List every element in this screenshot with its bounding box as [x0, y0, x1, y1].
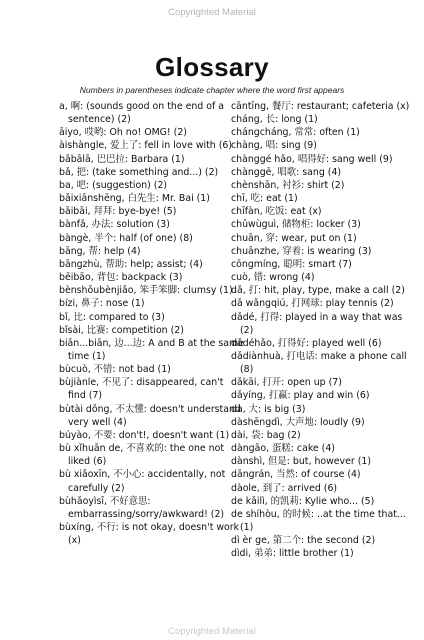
glossary-entry: àishàngle, 爱上了: fell in love with (6) [59, 140, 232, 152]
copyright-watermark-top: Copyrighted Material [168, 7, 256, 18]
glossary-entry: chángcháng, 常常: often (1) [231, 127, 360, 139]
glossary-entry: cuò, 错: wrong (4) [231, 272, 315, 284]
glossary-entry: dì èr ge, 第二个: the second (2) [231, 535, 376, 547]
glossary-entry: bízi, 鼻子: nose (1) [59, 298, 145, 310]
glossary-entry: bǎixiānshēng, 白先生: Mr. Bai (1) [59, 193, 210, 205]
glossary-entry: bù xiǎoxīn, 不小心: accidentally, not carefully (2) [59, 469, 226, 494]
glossary-entry: dàshēngdì, 大声地: loudly (9) [231, 416, 365, 428]
glossary-entry: dàngāo, 蛋糕: cake (4) [231, 443, 335, 455]
glossary-entry: búyào, 不要: don't!, doesn't want (1) [59, 429, 230, 441]
glossary-entry: dǎdiànhuà, 打电话: make a phone call (8) [231, 350, 407, 376]
glossary-entry: bābālā, 巴巴拉: Barbara (1) [59, 153, 185, 165]
glossary-column-right [231, 100, 416, 560]
glossary-entry: de kǎilì, 的凯莉: Kylie who... (5) [231, 495, 375, 507]
glossary-entry: bènshǒubènjiǎo, 笨手笨脚: clumsy (1) [59, 285, 233, 297]
glossary-entry: chàng, 唱: sing (9) [231, 140, 317, 152]
glossary-entry: bùjiànle, 不见了: disappeared, can't find (7) [59, 377, 224, 402]
glossary-entry: dàole, 到了: arrived (6) [231, 482, 338, 494]
glossary-entry: bǐsài, 比赛: competition (2) [59, 324, 184, 336]
glossary-entry: de shíhòu, 的时候: ..at the time that... (1) [231, 508, 406, 533]
glossary-entry: bāibāi, 拜拜: bye-bye! (5) [59, 206, 177, 218]
glossary-entry: chǔwùguì, 储物柜: locker (3) [231, 219, 361, 231]
glossary-entry: dǎ, 打: hit, play, type, make a call (2) [231, 285, 405, 297]
glossary-entry: a, 啊: (sounds good on the end of a sentence) (2) [59, 101, 224, 126]
glossary-entry: dǎ wǎngqiú, 打网球: play tennis (2) [231, 298, 394, 310]
glossary-entry: bànfǎ, 办法: solution (3) [59, 219, 170, 231]
glossary-entry: chànggē, 唱歌: sang (4) [231, 166, 342, 178]
glossary-entry: bùxíng, 不行: is not okay, doesn't work (x) [59, 522, 240, 547]
glossary-entry: dìdi, 弟弟: little brother (1) [231, 548, 354, 560]
glossary-entry: bāng, 帮: help (4) [59, 245, 141, 257]
page-subtitle: Numbers in parentheses indicate chapter where the word first appears [79, 85, 345, 95]
glossary-entry: bàngè, 半个: half (of one) (8) [59, 232, 193, 244]
glossary-entry: dāngrán, 当然: of course (4) [231, 469, 361, 481]
glossary-entry: bùtài dǒng, 不太懂: doesn't understand very well (4) [59, 403, 241, 428]
glossary-entry: chènshān, 衬衫: shirt (2) [231, 179, 345, 191]
glossary-entry: bùhǎoyìsī, 不好意思: embarrassing/sorry/awkward! (2) [59, 495, 225, 520]
glossary-entry: chīfàn, 吃饭: eat (x) [231, 206, 322, 218]
glossary-entry: biān...biān, 边...边: A and B at the same time (1) [59, 337, 244, 362]
glossary-entry: dànshì, 但是: but, however (1) [231, 456, 371, 468]
glossary-entry: bǐ, 比: compared to (3) [59, 311, 165, 323]
page-title: Glossary [155, 52, 269, 82]
glossary-entry: cōngmíng, 聪明: smart (7) [231, 258, 352, 270]
glossary-entry: chī, 吃: eat (1) [231, 193, 298, 205]
glossary-column-left [59, 100, 244, 547]
glossary-entry: āiyo, 哎哟: Oh no! OMG! (2) [59, 127, 187, 139]
glossary-entry: cháng, 长: long (1) [231, 114, 318, 126]
glossary-entry: chuānzhe, 穿着: is wearing (3) [231, 245, 372, 257]
glossary-entry: bù xǐhuān de, 不喜欢的: the one not liked (6) [59, 443, 225, 468]
glossary-entry: ba, 吧: (suggestion) (2) [59, 179, 168, 191]
glossary-entry: dài, 袋: bag (2) [231, 429, 301, 441]
glossary-entry: bǎ, 把: (take something and...) (2) [59, 166, 219, 178]
glossary-entry: dǎdé, 打得: played in a way that was (2) [231, 311, 403, 336]
glossary-entry: dǎyíng, 打赢: play and win (6) [231, 390, 370, 402]
glossary-entry: bēibāo, 背包: backpack (3) [59, 272, 183, 284]
glossary-entry: cāntīng, 餐厅: restaurant; cafeteria (x) [231, 101, 410, 112]
glossary-entry: chànggé hǎo, 唱得好: sang well (9) [231, 153, 393, 165]
glossary-entry: dǎdéhǎo, 打得好: played well (6) [231, 337, 382, 349]
glossary-entry: bùcuò, 不错: not bad (1) [59, 364, 171, 376]
glossary-entry: dǎkāi, 打开: open up (7) [231, 377, 342, 389]
glossary-entry: dà, 大: is big (3) [231, 403, 306, 415]
glossary-entry: chuān, 穿: wear, put on (1) [231, 232, 357, 244]
copyright-watermark-bottom: Copyrighted Material [168, 626, 256, 637]
glossary-entry: bāngzhù, 帮助: help; assist; (4) [59, 258, 203, 270]
